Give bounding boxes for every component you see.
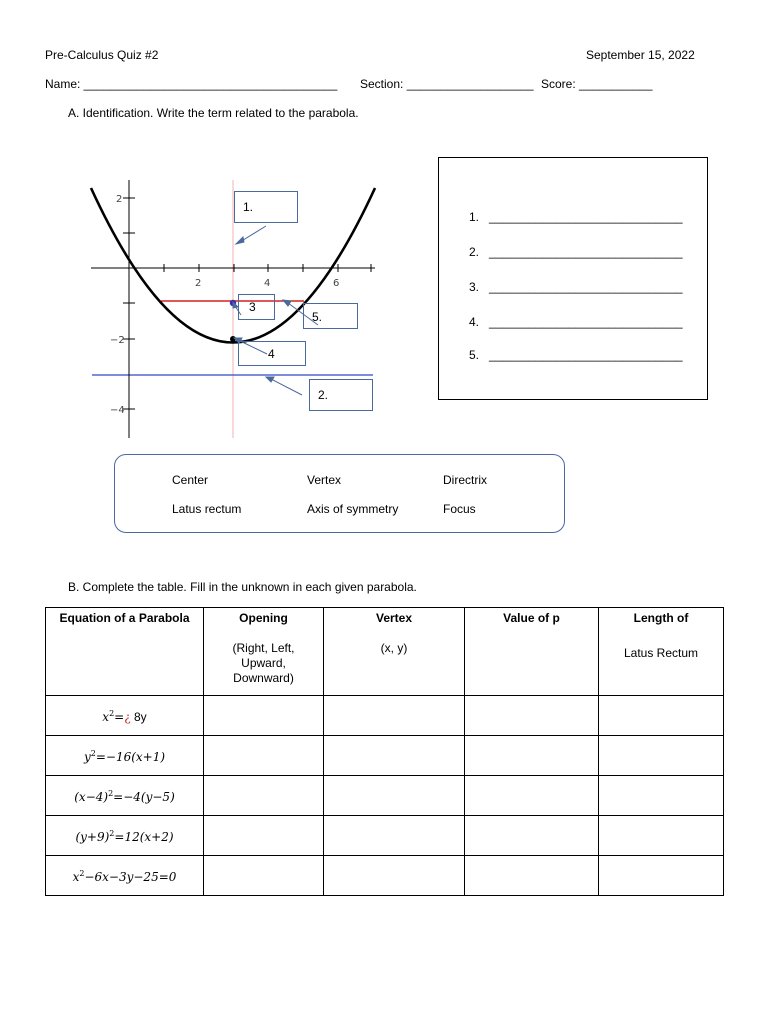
word-bank-item: Directrix — [443, 473, 487, 487]
table-row — [46, 856, 724, 896]
latus-length-cell[interactable] — [599, 736, 724, 776]
word-bank — [114, 454, 565, 533]
header-vertex: Vertex (x, y) — [324, 608, 465, 696]
answer-line-4[interactable]: 4. _____________________________ — [469, 315, 683, 329]
equation-cell: $(x-4)^2=-4(y-5)$ — [46, 776, 204, 816]
vertex-cell[interactable] — [324, 856, 465, 896]
table-header-row — [46, 608, 724, 696]
equation-cell: $(y+9)^2=12(x+2)$ — [46, 816, 204, 856]
table-row — [46, 696, 724, 736]
quiz-date: September 15, 2022 — [586, 48, 695, 62]
opening-cell[interactable] — [204, 776, 324, 816]
y-tick-label: −4 — [110, 405, 125, 416]
p-cell[interactable] — [465, 856, 599, 896]
callout-label-2: 2. — [318, 388, 329, 402]
parabola-table — [45, 607, 724, 896]
table-row — [46, 736, 724, 776]
opening-cell[interactable] — [204, 856, 324, 896]
answer-line-3[interactable]: 3. _____________________________ — [469, 280, 683, 294]
header-equation: Equation of a Parabola — [46, 608, 204, 696]
header-latus-length: Length of Latus Rectum — [599, 608, 724, 696]
vertex-cell[interactable] — [324, 736, 465, 776]
answer-box — [438, 157, 708, 400]
table-row — [46, 816, 724, 856]
part-b-instruction: B. Complete the table. Fill in the unknown in each given parabola. — [68, 580, 417, 594]
name-field: Name: ______________________________________ — [45, 77, 338, 91]
x-tick-label: 4 — [264, 278, 271, 289]
opening-cell[interactable] — [204, 816, 324, 856]
callout-arrow-4 — [238, 340, 267, 354]
opening-cell[interactable] — [204, 696, 324, 736]
p-cell[interactable] — [465, 736, 599, 776]
answer-line-1[interactable]: 1. _____________________________ — [469, 210, 683, 224]
word-bank-item: Focus — [443, 502, 476, 516]
answer-line-2[interactable]: 2. _____________________________ — [469, 245, 683, 259]
section-field: Section: ___________________ — [360, 77, 534, 91]
callout-label-3: 3 — [249, 300, 256, 314]
callout-arrow-2 — [271, 379, 302, 395]
callout-label-4: 4 — [268, 347, 275, 361]
score-field: Score: ___________ — [541, 77, 653, 91]
header-p: Value of p — [465, 608, 599, 696]
word-bank-item: Center — [172, 473, 209, 487]
quiz-title: Pre-Calculus Quiz #2 — [45, 48, 159, 62]
equation-cell: $x^2=¿$ 8y — [46, 696, 204, 736]
answer-line-5[interactable]: 5. _____________________________ — [469, 348, 683, 362]
word-bank-item: Vertex — [307, 473, 342, 487]
latus-length-cell[interactable] — [599, 696, 724, 736]
word-bank-item: Latus rectum — [172, 502, 242, 516]
word-bank-item: Axis of symmetry — [307, 502, 399, 516]
callout-label-1: 1. — [243, 200, 254, 214]
x-tick-label: 2 — [195, 278, 202, 289]
callout-label-5: 5. — [312, 310, 323, 324]
equation-cell: $y^2=-16(x+1)$ — [46, 736, 204, 776]
opening-cell[interactable] — [204, 736, 324, 776]
p-cell[interactable] — [465, 696, 599, 736]
vertex-cell[interactable] — [324, 696, 465, 736]
latus-length-cell[interactable] — [599, 856, 724, 896]
header-opening: Opening (Right, Left, Upward, Downward) — [204, 608, 324, 696]
x-tick-label: 6 — [333, 278, 340, 289]
latus-length-cell[interactable] — [599, 816, 724, 856]
latus-length-cell[interactable] — [599, 776, 724, 816]
part-a-instruction: A. Identification. Write the term related to the parabola. — [68, 106, 359, 120]
p-cell[interactable] — [465, 816, 599, 856]
vertex-cell[interactable] — [324, 776, 465, 816]
equation-cell: $x^2-6x-3y-25=0$ — [46, 856, 204, 896]
p-cell[interactable] — [465, 776, 599, 816]
y-tick-label: 2 — [116, 194, 123, 205]
y-tick-label: −2 — [110, 335, 125, 346]
callout-box-3 — [239, 295, 275, 320]
table-row — [46, 776, 724, 816]
vertex-cell[interactable] — [324, 816, 465, 856]
